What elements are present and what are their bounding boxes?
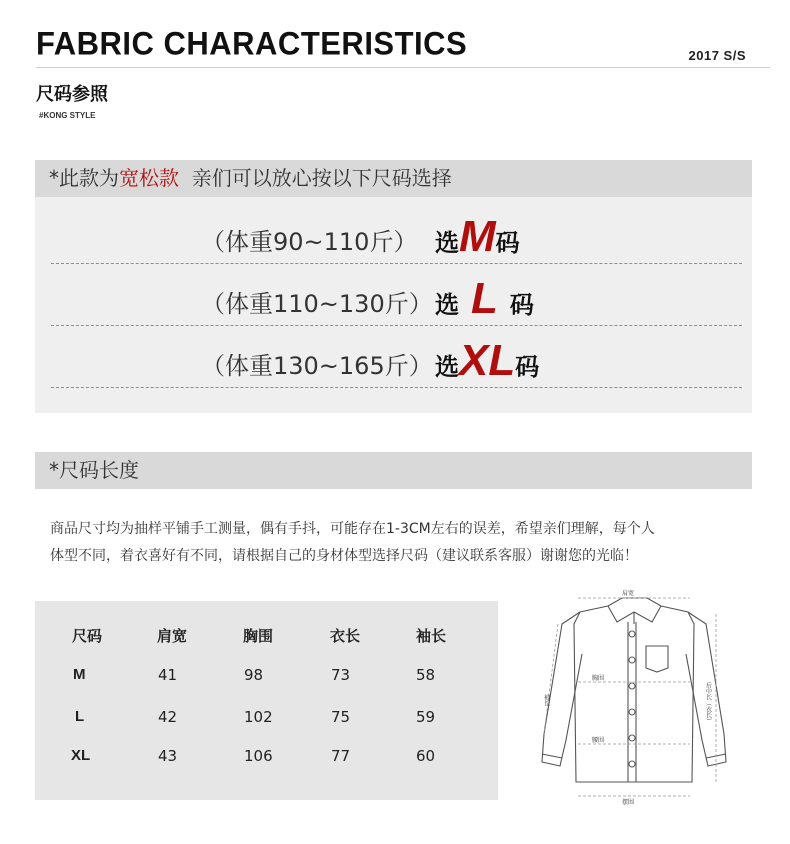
table-header-shoulder: 肩宽 xyxy=(157,627,188,645)
table-cell: 43 xyxy=(158,747,178,765)
description-line: 商品尺寸均为抽样平铺手工测量，偶有手抖，可能存在1-3CM左右的误差，希望亲们理解，每个人 xyxy=(50,521,655,537)
diagram-label-length: 后中长（衣长） xyxy=(704,682,712,724)
table-cell-size: XL xyxy=(71,747,91,764)
table-header-chest: 胸围 xyxy=(243,627,274,645)
pick-prefix: 选 xyxy=(435,353,459,381)
measure-title: *尺码长度 xyxy=(35,452,752,489)
pick-suffix: 码 xyxy=(515,353,540,381)
header-title: FABRIC CHARACTERISTICS xyxy=(36,25,468,62)
measure-description xyxy=(50,516,750,570)
table-header-sleeve: 袖长 xyxy=(416,627,447,645)
pick-prefix: 选 xyxy=(435,229,459,257)
diagram-label-sleeve: 袖长 xyxy=(542,694,550,706)
fit-type: 宽松款 xyxy=(119,166,179,190)
table-cell-size: L xyxy=(75,708,85,725)
description-line: 体型不同，着衣喜好有不同，请根据自己的身材体型选择尺码（建议联系客服）谢谢您的光临！ xyxy=(50,548,638,564)
size-pick-row-l xyxy=(51,264,742,326)
weight-range: （体重110~130斤） xyxy=(201,290,433,318)
season-label: 2017 S/S xyxy=(688,48,746,63)
table-cell: 59 xyxy=(416,708,436,726)
measure-title-bar xyxy=(35,452,752,489)
table-cell-size: M xyxy=(73,666,86,683)
fit-panel xyxy=(35,160,752,413)
table-header-length: 衣长 xyxy=(330,627,361,645)
size-pick-row-m xyxy=(51,202,742,264)
size-pick xyxy=(435,212,520,261)
table-cell: 42 xyxy=(158,708,178,726)
table-cell: 60 xyxy=(416,747,436,765)
table-cell: 77 xyxy=(331,747,351,765)
fit-notice-prefix: *此款为 xyxy=(49,166,119,190)
size-letter: M xyxy=(459,212,496,261)
table-cell: 41 xyxy=(158,666,178,684)
size-pick xyxy=(435,274,534,323)
table-cell: 102 xyxy=(244,708,273,726)
table-cell: 75 xyxy=(331,708,351,726)
size-pick xyxy=(435,336,540,385)
size-letter: L xyxy=(471,274,498,323)
section-subtitle: 尺码参照 xyxy=(36,84,108,105)
weight-range: （体重90~110斤） xyxy=(201,228,418,256)
diagram-label-shoulder: 肩宽 xyxy=(622,590,635,597)
table-cell: 73 xyxy=(331,666,351,684)
brand-tag: #KONG STYLE xyxy=(39,111,96,120)
table-cell: 106 xyxy=(244,747,273,765)
fit-notice-bar xyxy=(35,160,752,197)
pick-prefix: 选 xyxy=(435,291,459,319)
weight-range: （体重130~165斤） xyxy=(201,352,433,380)
table-cell: 58 xyxy=(416,666,436,684)
shirt-measurement-diagram xyxy=(522,584,747,809)
size-table xyxy=(35,601,498,800)
diagram-label-chest: 胸围 xyxy=(592,675,605,682)
size-letter: XL xyxy=(459,336,516,385)
fit-notice-suffix: 亲们可以放心按以下尺码选择 xyxy=(179,166,452,190)
header-divider xyxy=(36,67,770,68)
table-header-size: 尺码 xyxy=(72,627,103,645)
pick-suffix: 码 xyxy=(509,291,534,319)
diagram-label-waist: 腰围 xyxy=(592,737,605,744)
pick-suffix: 码 xyxy=(495,229,520,257)
size-pick-row-xl xyxy=(51,326,742,388)
table-cell: 98 xyxy=(244,666,264,684)
diagram-label-hem: 摆围 xyxy=(622,799,635,806)
